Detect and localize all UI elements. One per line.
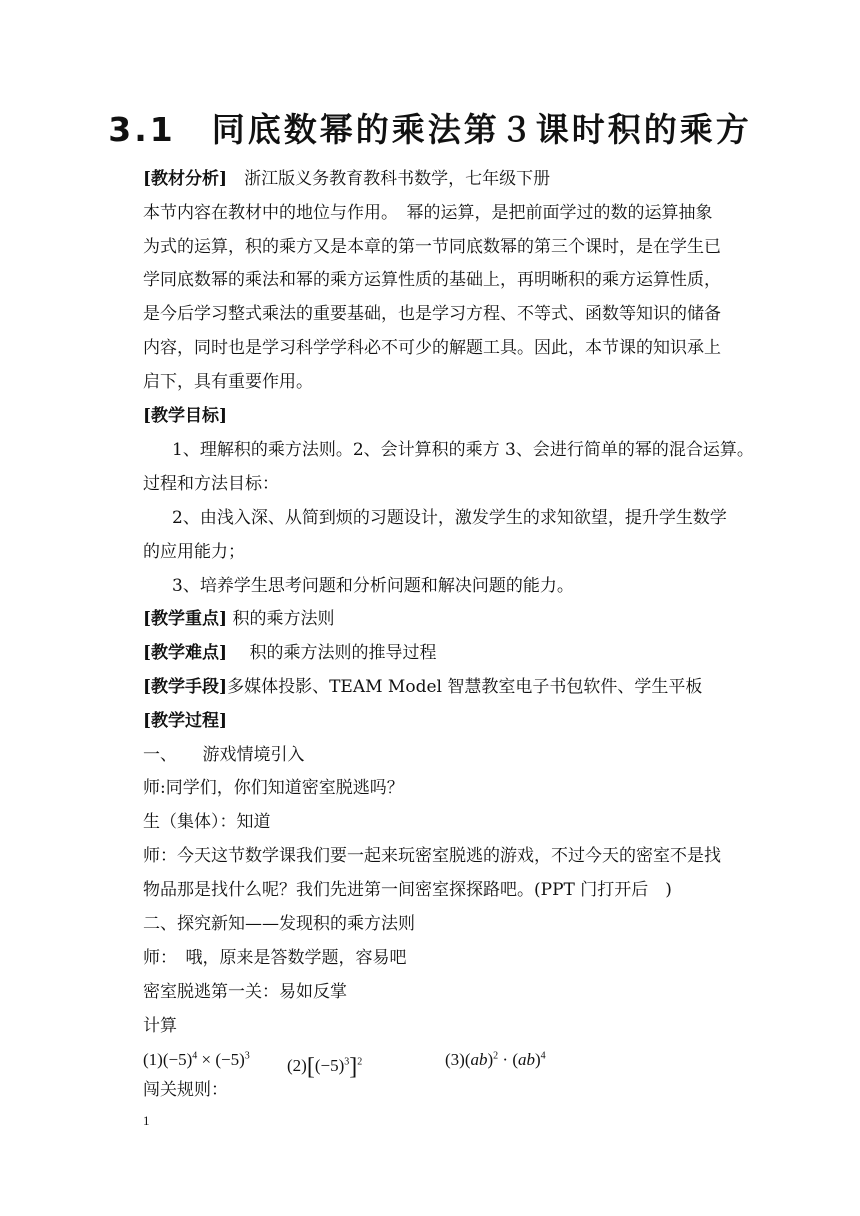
paragraph-line: 二、探究新知——发现积的乘方法则: [143, 914, 415, 934]
paragraph-line: 1、理解积的乘方法则。2、会计算积的乘方 3、会进行简单的幂的混合运算。: [172, 440, 754, 460]
paragraph-line: 的应用能力；: [143, 542, 245, 562]
line-text: 浙江版义务教育教科书数学，七年级下册: [227, 169, 551, 189]
paragraph-line: 本节内容在教材中的地位与作用。 幂的运算，是把前面学过的数的运算抽象: [143, 203, 713, 223]
paragraph-line: 过程和方法目标：: [143, 474, 279, 494]
paragraph-line: 学同底数幂的乘法和幂的乘方运算性质的基础上，再明晰积的乘方运算性质，: [143, 270, 721, 290]
rules-label: 闯关规则：: [143, 1080, 228, 1100]
section-label: [教学重点]: [143, 609, 228, 629]
paragraph-line: 师： 哦，原来是答数学题，容易吧: [143, 948, 407, 968]
section-label: [教材分析]: [143, 169, 228, 189]
line-text: 多媒体投影、TEAM Model 智慧教室电子书包软件、学生平板: [227, 677, 703, 697]
paragraph-line: 生（集体）：知道: [143, 812, 271, 832]
section-label: [教学难点]: [143, 643, 228, 663]
math-expression-3: (3)(ab)$^2$ · (ab)$^4$: [445, 1050, 546, 1069]
paragraph-line: 内容，同时也是学习科学学科必不可少的解题工具。因此，本节课的知识承上: [143, 338, 721, 358]
paragraph-line: 启下，具有重要作用。: [143, 372, 313, 392]
section-label-goals: [教学目标]: [143, 406, 228, 426]
paragraph-line: 师:同学们，你们知道密室脱逃吗？: [143, 778, 404, 798]
line-text: 积的乘方法则的推导过程: [227, 643, 437, 663]
paragraph-line: 为式的运算，积的乘方又是本章的第一节同底数幂的第三个课时，是在学生已: [143, 237, 721, 257]
paragraph-line: 计算: [143, 1016, 177, 1036]
math-expression-1: $(1)(-5)^4 \times (-5)^3$: [143, 1050, 250, 1069]
section-label-process: [教学过程]: [143, 711, 228, 731]
page-number: 1: [143, 1113, 150, 1128]
page-title: 3.1 同底数幂的乘法第３课时积的乘方: [108, 110, 752, 149]
line-key-point: [143, 607, 743, 631]
paragraph-line: 师：今天这节数学课我们要一起来玩密室脱逃的游戏，不过今天的密室不是找: [143, 846, 721, 866]
math-expression-2: $(2)[(-5)^3]^2$: [287, 1054, 363, 1080]
paragraph-line: 物品那是找什么呢？我们先进第一间密室探探路吧。(PPT 门打开后 ): [143, 880, 672, 900]
paragraph-line: 一、 游戏情境引入: [143, 745, 305, 765]
paragraph-line: 密室脱逃第一关：易如反掌: [143, 982, 347, 1002]
paragraph-line: 2、由浅入深、从简到烦的习题设计，激发学生的求知欲望，提升学生数学: [172, 508, 727, 528]
paragraph-line: 3、培养学生思考问题和分析问题和解决问题的能力。: [172, 576, 574, 596]
line-textbook-analysis: [143, 167, 743, 191]
line-teaching-means: [143, 675, 743, 699]
line-text: 积的乘方法则: [227, 609, 335, 629]
paragraph-line: 是今后学习整式乘法的重要基础，也是学习方程、不等式、函数等知识的储备: [143, 304, 721, 324]
section-label: [教学手段]: [143, 677, 228, 697]
line-difficulty: [143, 641, 743, 665]
